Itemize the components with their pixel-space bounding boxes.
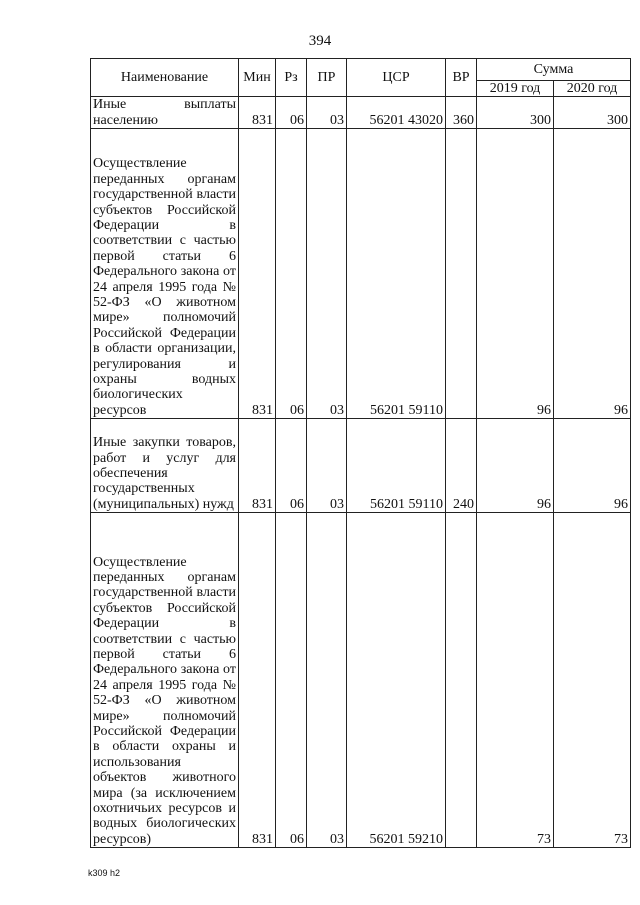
row-rz: 06 [276,129,307,419]
header-name: Наименование [91,59,239,97]
table-row [91,419,631,513]
row-2019: 96 [477,129,554,419]
row-2019: 300 [477,97,554,129]
header-row [91,59,631,81]
row-rz: 06 [276,419,307,513]
row-csr: 56201 59110 [347,129,446,419]
row-csr: 56201 59110 [347,419,446,513]
row-pr: 03 [307,513,347,848]
header-year-2019: 2019 год [477,81,554,97]
header-csr: ЦСР [347,59,446,97]
budget-table [90,58,631,848]
row-pr: 03 [307,419,347,513]
row-rz: 06 [276,97,307,129]
row-pr: 03 [307,129,347,419]
row-min: 831 [239,513,276,848]
header-min: Мин [239,59,276,97]
row-min: 831 [239,419,276,513]
row-pr: 03 [307,97,347,129]
row-min: 831 [239,129,276,419]
row-rz: 06 [276,513,307,848]
row-vr [446,129,477,419]
row-2019: 73 [477,513,554,848]
row-vr: 240 [446,419,477,513]
row-vr: 360 [446,97,477,129]
table-row [91,129,631,419]
row-2020: 96 [554,129,631,419]
table-row [91,513,631,848]
row-2020: 73 [554,513,631,848]
header-rz: Рз [276,59,307,97]
row-name: Иные выплаты населению [91,97,239,129]
row-csr: 56201 59210 [347,513,446,848]
footer-code: k309 h2 [88,868,121,878]
header-year-2020: 2020 год [554,81,631,97]
header-sum: Сумма [477,59,631,81]
row-csr: 56201 43020 [347,97,446,129]
header-vr: ВР [446,59,477,97]
table-row [91,97,631,129]
row-2019: 96 [477,419,554,513]
row-vr [446,513,477,848]
page-number: 394 [308,33,332,49]
header-pr: ПР [307,59,347,97]
row-2020: 300 [554,97,631,129]
row-name: Иные закупки товаров, работ и услуг для обеспечения государственных (муниципальных) нужд [91,419,239,513]
row-name: Осуществление переданных органам государственной власти субъектов Российской Федерации в соответствии с частью первой статьи 6 Федерального закона от 24 апреля 1995 года № 52-ФЗ «О животном мире» полномочий Российской Федерации в области организации, регулирования и охраны водных биологических ресурсов [91,129,239,419]
row-name: Осуществление переданных органам государственной власти субъектов Российской Федерации в соответствии с частью первой статьи 6 Федерального закона от 24 апреля 1995 года № 52-ФЗ «О животном мире» полномочий Российской Федерации в области охраны и использования объектов животного мира (за исключением охотничьих ресурсов и водных биологических ресурсов) [91,513,239,848]
row-2020: 96 [554,419,631,513]
row-min: 831 [239,97,276,129]
